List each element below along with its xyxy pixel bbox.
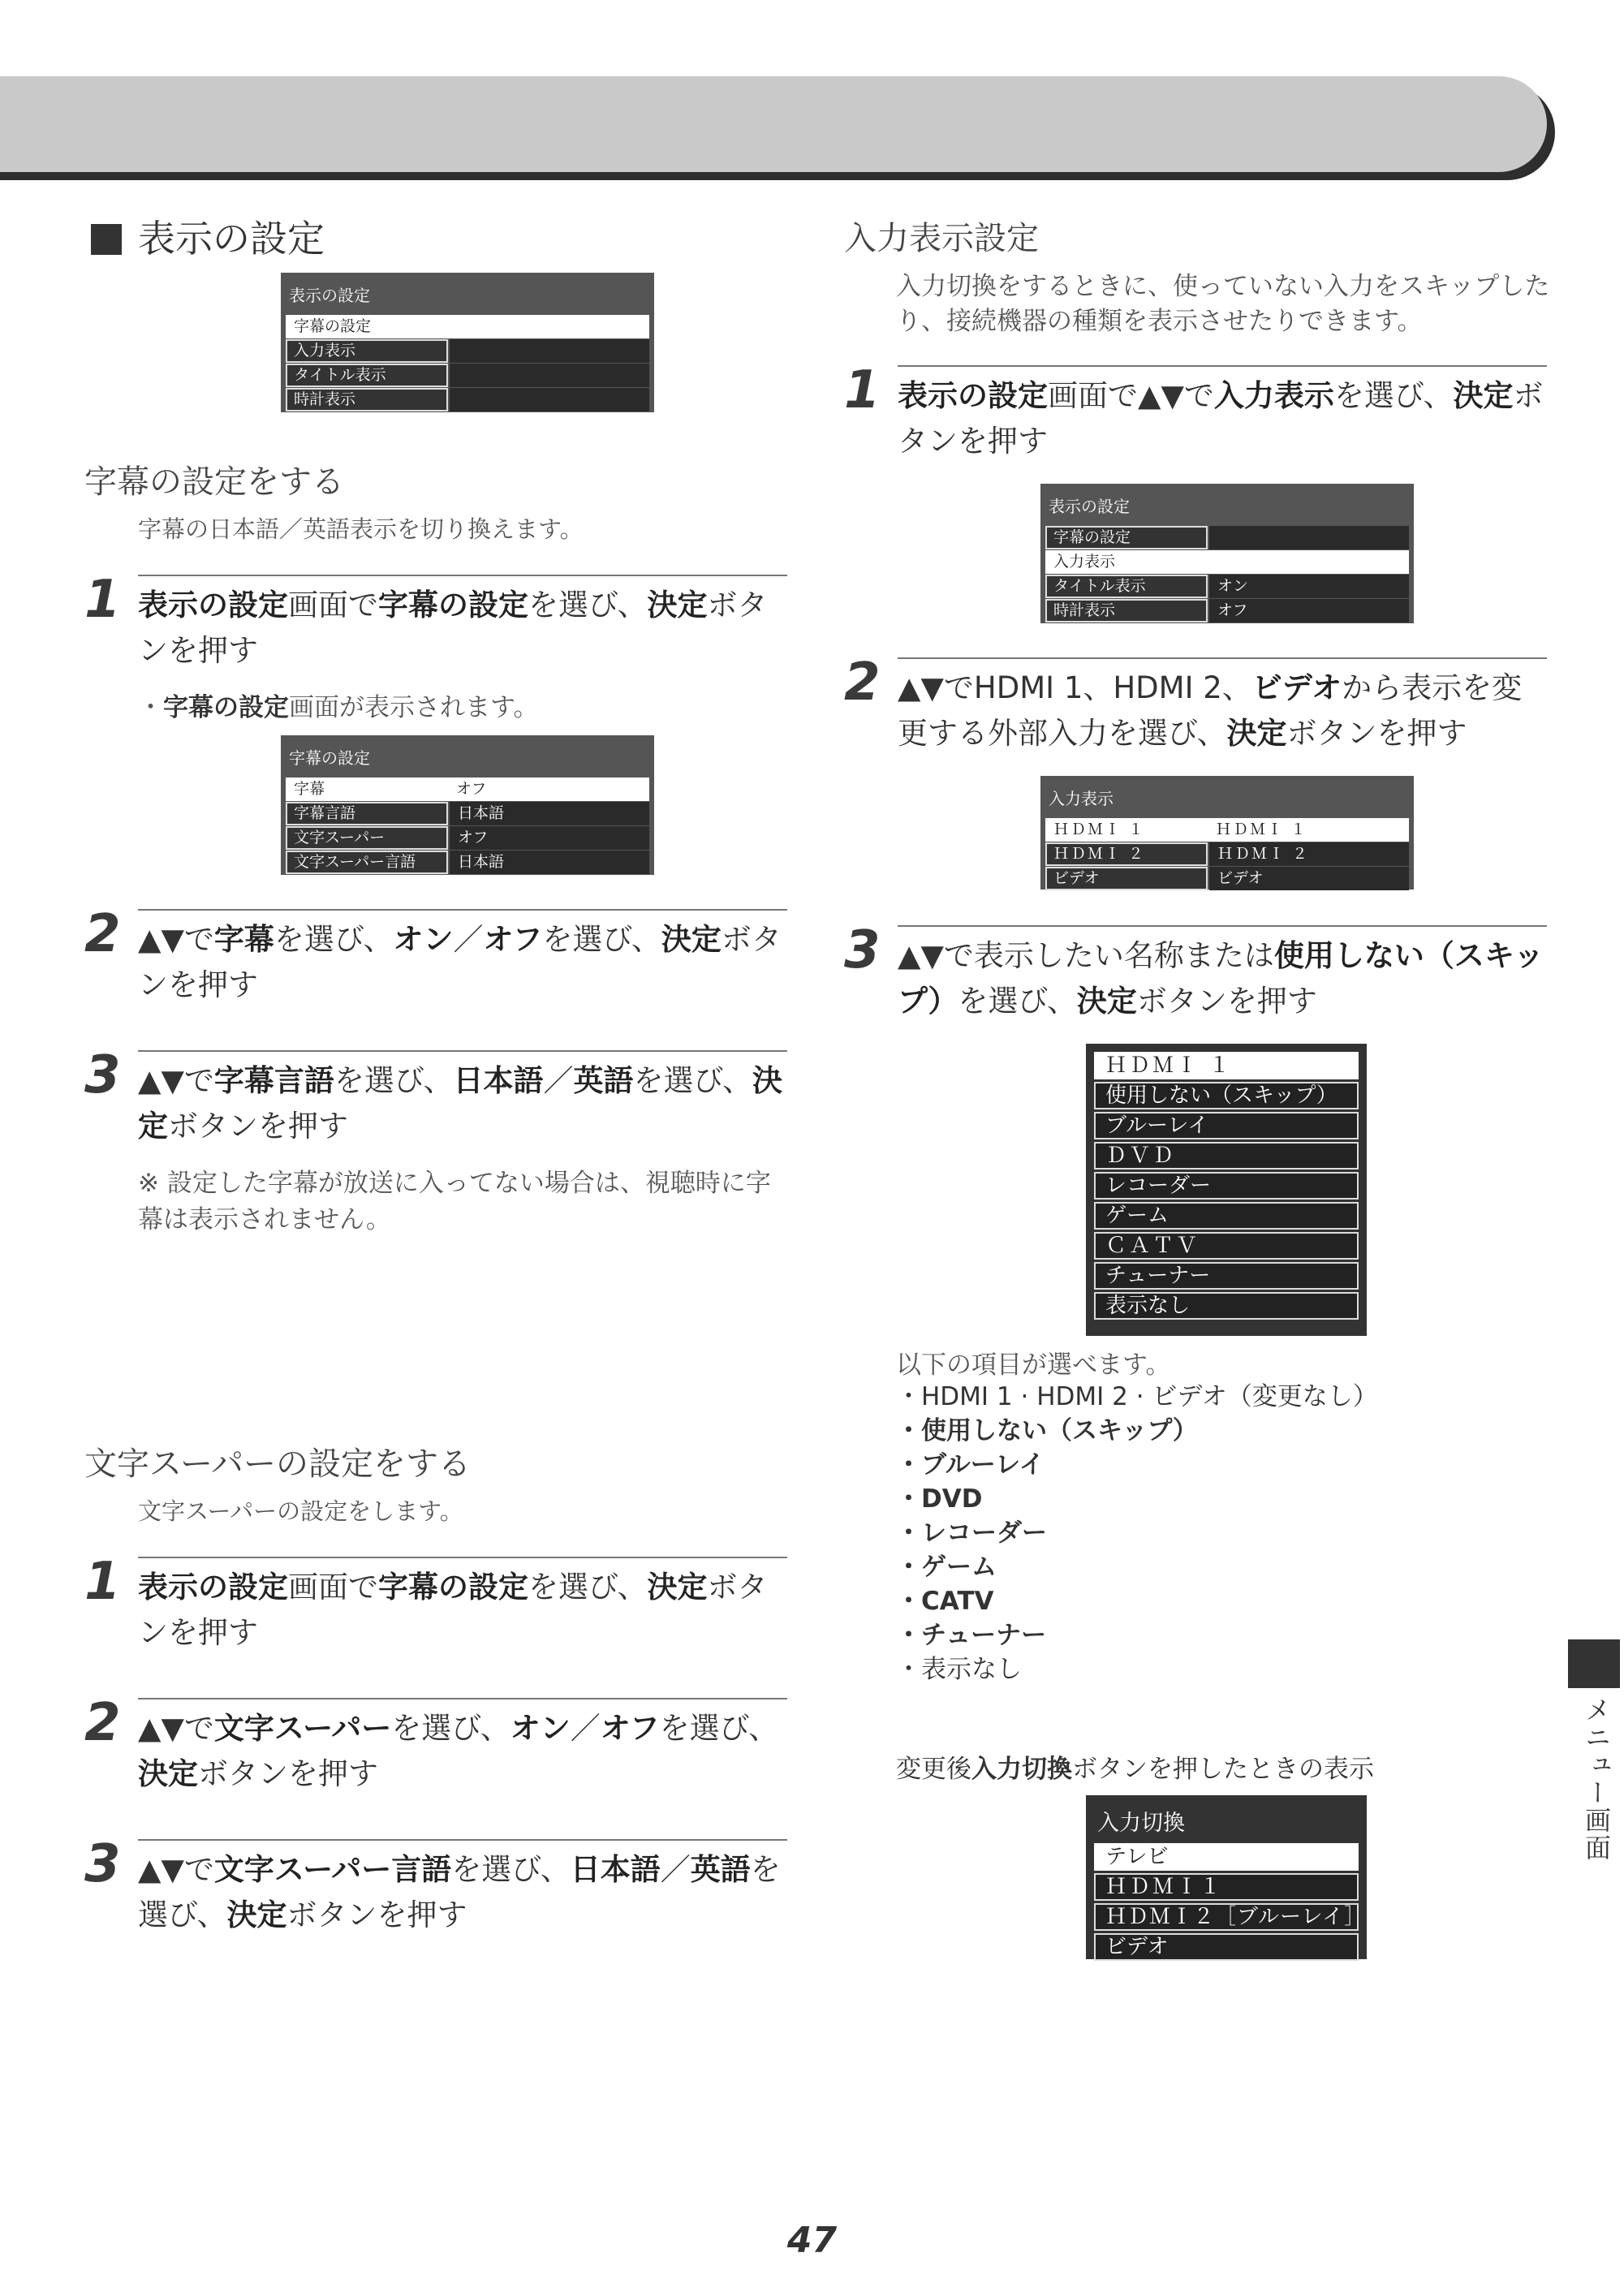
step-rule [138,1839,787,1841]
menu-row[interactable]: 字幕の設定 [286,315,649,338]
step-number: 2 [84,1693,121,1753]
list-item: ・ 表示なし [896,1652,1545,1686]
list-item: ・ ブルーレイ [896,1448,1545,1482]
step-number: 2 [84,904,121,964]
options-list [896,1380,1545,1686]
menu-title: 入力表示 [1049,789,1114,808]
list-item[interactable]: レコーダー [1094,1172,1359,1200]
side-tab-marker [1568,1639,1620,1688]
list-item[interactable]: ＨＤＭＩ１ [1094,1873,1359,1901]
options-intro: 以下の項目が選べます。 [896,1350,1171,1380]
list-item[interactable]: テレビ [1094,1843,1359,1871]
step-rule [898,657,1547,659]
step-text: ▲▼で字幕を選び、オン／オフを選び、決定ボタンを押す [138,922,782,1002]
input-desc: 入力切換をするときに、使っていない入力をスキップしたり、接続機器の種類を表示させたりできます。 [896,272,1550,337]
menu-title: 表示の設定 [289,286,370,305]
step-rule [898,925,1547,927]
subtitle-step-1 [84,570,787,672]
step-number: 3 [84,1045,121,1105]
menu-row[interactable]: ＨＤＭＩ １ ＨＤＭＩ １ [1045,818,1409,842]
list-item: ・ HDMI 1 · HDMI 2 · ビデオ（変更なし） [896,1380,1545,1414]
square-bullet-icon [91,224,122,255]
menu-title: 表示の設定 [1049,497,1130,516]
step-rule [138,1557,787,1558]
menu-title: 字幕の設定 [289,748,370,768]
menu-row[interactable]: 字幕 オフ [286,778,649,801]
menu-row[interactable]: 字幕言語 日本語 [286,802,649,825]
list-item[interactable]: 表示なし [1094,1292,1359,1320]
list-item[interactable]: ＨＤＭＩ２［ブルーレイ］ [1094,1903,1359,1931]
input-display-menu [1040,484,1414,623]
step-number: 1 [844,360,881,420]
step-text: ▲▼で文字スーパー言語を選び、日本語／英語を選び、決定ボタンを押す [138,1852,781,1932]
menu-row[interactable]: 文字スーパー オフ [286,826,649,850]
menu-title: 入力切換 [1097,1811,1185,1836]
step-text: 表示の設定画面で字幕の設定を選び、決定ボタンを押す [138,1570,768,1650]
step-number: 3 [844,920,881,980]
step-text: 表示の設定画面で▲▼で入力表示を選び、決定ボタンを押す [898,378,1544,459]
step-text: ▲▼で字幕言語を選び、日本語／英語を選び、決定ボタンを押す [138,1063,782,1144]
list-item: ・ 使用しない（スキップ） [896,1414,1545,1448]
list-item[interactable]: チューナー [1094,1262,1359,1290]
superimpose-step-3 [84,1834,787,1936]
menu-row[interactable]: ＨＤＭＩ ２ ＨＤＭＩ ２ [1045,842,1409,866]
input-heading: 入力表示設定 [844,220,1039,257]
subtitle-step-3 [84,1045,787,1148]
step-rule [138,1698,787,1699]
subtitle-desc: 字幕の日本語／英語表示を切り換えます。 [138,515,584,543]
subtitle-step-2 [84,904,787,1006]
after-change-caption: 変更後入力切換ボタンを押したときの表示 [896,1755,1374,1784]
list-item[interactable]: 使用しない（スキップ） [1094,1082,1359,1109]
list-item[interactable]: ＣＡＴＶ [1094,1232,1359,1260]
list-item[interactable]: ブルーレイ [1094,1112,1359,1139]
menu-row[interactable]: タイトル表示 [286,364,649,387]
superimpose-step-2 [84,1693,787,1795]
menu-row[interactable]: ビデオ ビデオ [1045,867,1409,890]
step-text: ▲▼で表示したい名称または使用しない（スキップ）を選び、決定ボタンを押す [898,938,1544,1019]
menu-row[interactable]: 時計表示 [286,388,649,411]
step-number: 3 [84,1834,121,1894]
list-item: ・ チューナー [896,1618,1545,1652]
input-step-1 [844,360,1547,463]
menu-row[interactable]: 入力表示 [286,339,649,363]
subtitle-note: ※ 設定した字幕が放送に入ってない場合は、視聴時に字幕は表示されません。 [138,1169,771,1234]
step-text: ▲▼で文字スーパーを選び、オン／オフを選び、決定ボタンを押す [138,1711,779,1791]
list-item: ・ レコーダー [896,1516,1545,1550]
input-name-list-menu [1086,1044,1367,1336]
step-rule [138,575,787,576]
step-rule [138,1050,787,1052]
list-item[interactable]: ＨＤＭＩ １ [1094,1052,1359,1079]
step-rule [138,909,787,911]
input-select-menu [1040,776,1414,890]
menu-row[interactable]: タイトル表示 オン [1045,575,1409,598]
menu-row[interactable]: 字幕の設定 [1045,526,1409,549]
step-number: 2 [844,653,881,713]
menu-row[interactable]: 文字スーパー言語 日本語 [286,851,649,874]
superimpose-heading: 文字スーパーの設定をする [84,1445,471,1483]
section-title: 表示の設定 [91,209,325,263]
page-number: 47 [786,2220,838,2261]
menu-row[interactable]: 時計表示 オフ [1045,599,1409,622]
input-step-2 [844,653,1547,755]
superimpose-step-1 [84,1552,787,1654]
list-item: ・ CATV [896,1584,1545,1618]
superimpose-desc: 文字スーパーの設定をします。 [138,1497,463,1525]
display-settings-menu [281,273,654,412]
subtitle-heading: 字幕の設定をする [84,463,344,501]
header-band [0,76,1547,172]
subtitle-settings-menu [281,735,654,875]
list-item: ・ DVD [896,1482,1545,1516]
step-text: ▲▼でHDMI 1、HDMI 2、ビデオから表示を変更する外部入力を選び、決定ボタンを押す [898,670,1523,751]
list-item[interactable]: ＤＶＤ [1094,1142,1359,1170]
list-item[interactable]: ビデオ [1094,1933,1359,1961]
step-text: 表示の設定画面で字幕の設定を選び、決定ボタンを押す [138,588,768,668]
side-tab-label: メニュー画面 [1581,1696,1612,1862]
list-item: ・ ゲーム [896,1550,1545,1584]
step-note: ・字幕の設定画面が表示されます。 [138,693,539,722]
step-rule [898,365,1547,367]
list-item[interactable]: ゲーム [1094,1202,1359,1230]
input-switch-menu [1086,1795,1367,1959]
input-step-3 [844,920,1547,1023]
step-number: 1 [84,1552,121,1612]
menu-row[interactable]: 入力表示 [1045,550,1409,574]
step-number: 1 [84,570,121,630]
